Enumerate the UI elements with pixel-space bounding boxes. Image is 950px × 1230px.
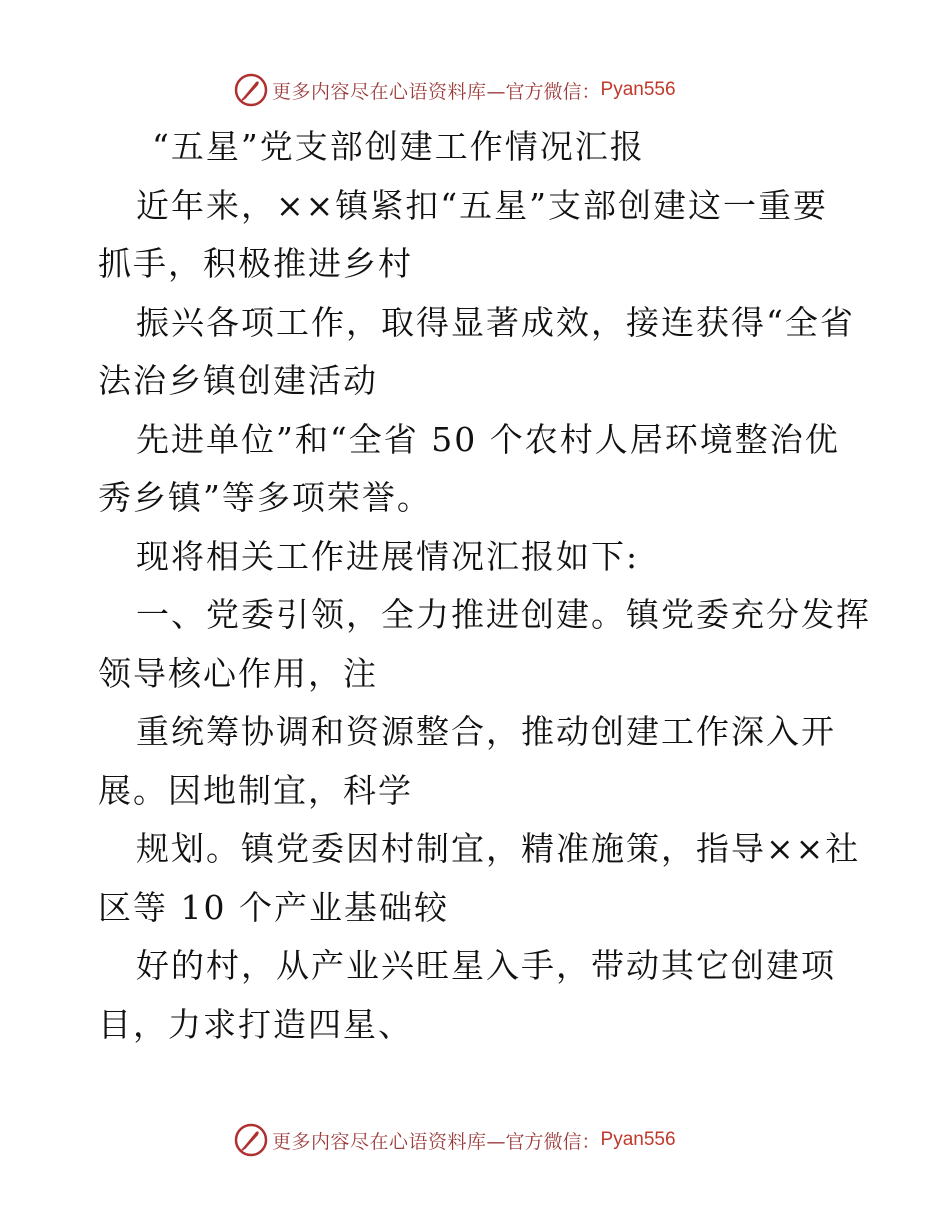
- watermark-handle: Pyan556: [600, 79, 676, 100]
- watermark-separator: —官方微信：: [486, 1130, 601, 1153]
- paragraph-line: 重统筹协调和资源整合，推动创建工作深入开: [136, 712, 836, 751]
- paragraph-line: 目，力求打造四星、: [98, 1004, 413, 1044]
- watermark-header: [234, 72, 676, 108]
- watermark-text: 更多内容尽在心语资料库: [272, 1130, 487, 1153]
- watermark-footer: [234, 1122, 676, 1158]
- watermark-text: 更多内容尽在心语资料库: [272, 80, 487, 103]
- paragraph-line: 先进单位”和“全省 50 个农村人居环境整治优: [136, 419, 840, 459]
- paragraph-line: 一、党委引领，全力推进创建。镇党委充分发挥: [136, 595, 871, 634]
- document-body: [98, 118, 871, 1054]
- paragraph-line: 振兴各项工作，取得显著成效，接连获得“全省: [136, 302, 855, 342]
- paragraph-line: 规划。镇党委因村制宜，精准施策，指导××社: [136, 829, 861, 868]
- paragraph-line: 展。因地制宜，科学: [98, 770, 413, 810]
- paragraph-line: 区等 10 个产业基础较: [98, 887, 449, 927]
- paragraph-line: 现将相关工作进展情况汇报如下:: [136, 536, 640, 576]
- document-title: “五星”党支部创建工作情况汇报: [152, 127, 645, 166]
- quill-logo-icon: [234, 73, 268, 107]
- paragraph-line: 法治乡镇创建活动: [98, 361, 378, 400]
- watermark-separator: —官方微信：: [486, 80, 601, 103]
- paragraph-line: 领导核心作用，注: [98, 653, 378, 693]
- paragraph-line: 抓手，积极推进乡村: [98, 244, 413, 283]
- paragraph-line: 近年来，××镇紧扣“五星”支部创建这一重要: [136, 185, 829, 225]
- paragraph-line: 秀乡镇”等多项荣誉。: [98, 478, 432, 517]
- quill-logo-icon: [234, 1123, 268, 1157]
- paragraph-line: 好的村，从产业兴旺星入手，带动其它创建项: [136, 946, 836, 985]
- watermark-handle: Pyan556: [600, 1129, 676, 1150]
